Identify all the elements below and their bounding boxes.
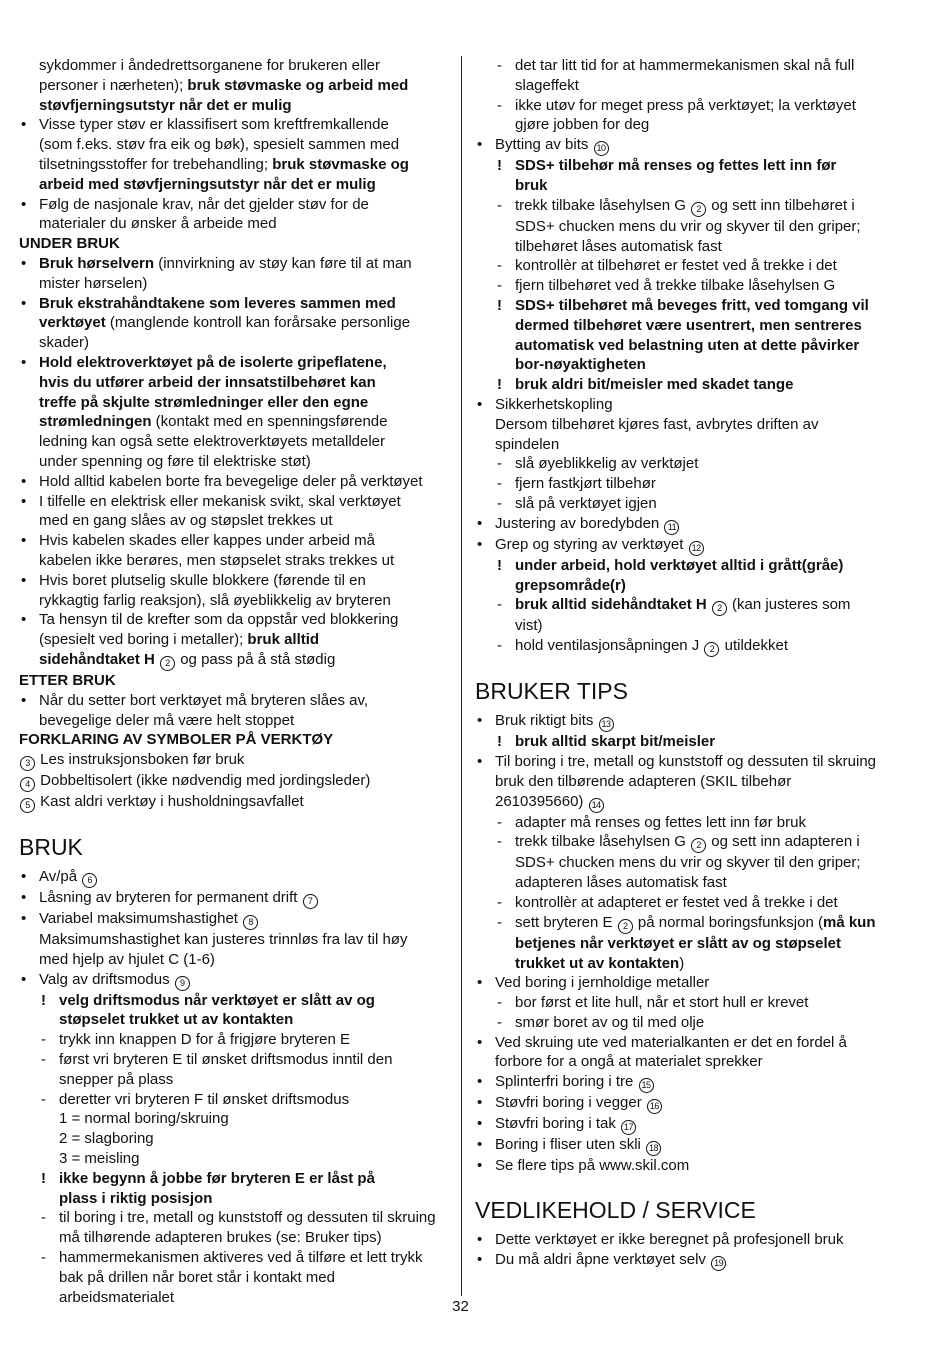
bullet-item: • Visse typer støv er klassifisert som kreftfremkallende [21,116,389,134]
indented-line: 2 = slagboring [59,1130,154,1148]
warning-item: ! velg driftsmodus når verktøyet er slått av og [41,991,375,1009]
bullet-item: • Bytting av bits 10 [475,135,915,156]
text-line: bruk den tilbørende adapteren (SKIL tilbehør [495,772,792,790]
indented-line: bor-nøyaktigheten [515,356,646,374]
dash-item: - ikke utøv for meget press på verktøyet; la verktøyet [497,96,856,114]
bullet-item [19,353,449,373]
bullet-item: • Valg av driftsmodus 9 [19,970,449,991]
dash-item: - trykk inn knappen D for å frigjøre bryteren E [41,1031,350,1049]
figure-reference-badge: 17 [621,1120,636,1135]
figure-reference-badge: 2 [691,202,706,217]
warning-item: ! under arbeid, hold verktøyet alltid i grått(gråe) [497,556,844,574]
section-heading: VEDLIKEHOLD / SERVICE [475,1197,756,1224]
bullet-item: • Hold alltid kabelen borte fra bevegelige deler på verktøyet [21,472,423,490]
warning-marker: ! [41,1169,46,1187]
bullet-marker: • [21,970,27,988]
indented-line: dermed tilbehøret være usentrert, men sentreres [515,316,862,334]
symbol-item: 4 Dobbeltisolert (ikke nødvendig med jordingsleder) [19,771,449,792]
text-line: kabelen ikke berøres, men støpselet straks trekkes ut [39,551,395,569]
figure-reference-badge: 4 [20,777,35,792]
indented-line: arbeidsmaterialet [59,1288,175,1306]
text-line: Maksimumshastighet kan justeres trinnløs fra lav til høy [39,931,408,949]
warning-marker: ! [497,376,502,394]
bold-text: Bruk ekstrahåndtakene som leveres sammen med [39,294,396,312]
bullet-item [19,294,449,314]
dash-marker: - [497,475,502,493]
bold-text: hvis du utfører arbeid der innsatstilbehøret kan [39,373,376,391]
bullet-marker: • [21,910,27,928]
dash-item: - sett bryteren E 2 på normal boringsfunksjon (må kun [475,913,915,934]
text-line: strømledningen (kontakt med en spenningsførende [39,413,388,431]
bullet-marker: • [477,1136,483,1154]
bold-text: støvfjerningsutstyr når det er mulig [39,96,292,114]
bullet-item: • Støvfri boring i vegger 16 [475,1093,915,1114]
bold-text: bruk alltid sidehåndtaket H [515,596,707,614]
bold-text: sidehåndtaket H [39,650,155,668]
dash-marker: - [497,596,502,614]
indented-line: 1 = normal boring/skruing [59,1110,229,1128]
bullet-marker: • [477,1157,483,1175]
bullet-marker: • [21,889,27,907]
bullet-marker: • [477,514,483,532]
text-line: rykkagtig farlig reaksjon), slå øyeblikkelig av bryteren [39,591,391,609]
warning-marker: ! [497,157,502,175]
figure-reference-badge: 11 [664,520,679,535]
indented-line: 3 = meisling [59,1150,140,1168]
text-line: forbore for a ongå at materialet sprekker [495,1053,763,1071]
text-line: mister hørselen) [39,274,148,292]
dash-marker: - [41,1051,46,1069]
text-line: verktøyet (manglende kontroll kan forårsake personlige [39,314,411,332]
bold-text: bruk alltid [247,631,320,649]
text-line: materialer du ønsker å arbeide med [39,215,277,233]
bullet-marker: • [477,1033,483,1051]
dash-item: - trekk tilbake låsehylsen G 2 og sett inn adapteren i [475,832,915,853]
bold-text: må kun [822,913,876,931]
bullet-item: • Følg de nasjonale krav, når det gjelder støv for de [21,195,369,213]
indented-line: må tilhørende adapteren brukes (se: Bruker tips) [59,1229,382,1247]
dash-item: - adapter må renses og fettes lett inn før bruk [497,813,806,831]
text-line [19,373,449,393]
bullet-marker: • [477,1094,483,1112]
indented-line: tilbehøret låses automatisk fast [515,237,722,255]
bold-text: bruk støvmaske og arbeid med [187,76,409,94]
warning-item: ! bruk alltid skarpt bit/meisler [497,733,716,751]
text-line: Dersom tilbehøret kjøres fast, avbrytes driften av [495,415,819,433]
bullet-item: • Til boring i tre, metall og kunststoff og dessuten til skruing [477,752,877,770]
dash-marker: - [497,893,502,911]
dash-item: - fjern fastkjørt tilbehør [497,475,656,493]
bullet-marker: • [477,974,483,992]
figure-reference-badge: 14 [589,798,604,813]
bullet-item: • Støvfri boring i tak 17 [475,1114,915,1135]
bullet-marker: • [477,1073,483,1091]
dash-marker: - [497,994,502,1012]
dash-item: - bor først et lite hull, når et stort hull er krevet [497,994,809,1012]
figure-reference-badge: 2 [691,838,706,853]
dash-item: - det tar litt tid for at hammermekanismen skal nå full [497,57,855,74]
symbol-item: 3 Les instruksjonsboken før bruk [19,750,449,771]
figure-reference-badge: 10 [594,141,609,156]
bullet-item: • Bruk hørselvern (innvirkning av støy kan føre til at man [21,254,412,272]
bold-text: bruk støvmaske og [272,155,409,173]
bullet-marker: • [21,532,27,550]
figure-reference-badge: 2 [712,601,727,616]
dash-marker: - [497,96,502,114]
figure-reference-badge: 3 [20,756,35,771]
warning-marker: ! [497,733,502,751]
warning-item: ! SDS+ tilbehøret må beveges fritt, ved tomgang vil [497,296,869,314]
bullet-marker: • [21,868,27,886]
bullet-item: • Av/på 6 [19,867,449,888]
text-line: sykdommer i åndedrettsorganene for brukeren eller [39,57,381,74]
bullet-item: • Se flere tips på www.skil.com [477,1157,690,1175]
indented-line: automatisk ved belastning uten at dette påvirker [515,336,860,354]
figure-reference-badge: 9 [175,976,190,991]
symbol-item: 5 Kast aldri verktøy i husholdningsavfallet [19,792,449,813]
bullet-marker: • [477,752,483,770]
text-line [19,175,449,195]
text-line: skader) [39,334,90,352]
dash-item: - hold ventilasjonsåpningen J 2 utildekket [475,636,915,657]
figure-reference-badge: 5 [20,798,35,813]
left-column [19,56,449,1307]
indented-line: trukket ut av kontakten) [515,954,685,972]
bold-text: verktøyet [39,314,106,332]
figure-reference-badge: 16 [647,1099,662,1114]
warning-marker: ! [41,991,46,1009]
dash-item: - bruk alltid sidehåndtaket H 2 (kan justeres som [475,595,915,616]
indented-line [475,934,915,954]
text-line: med en gang slåes av og støpslet trekkes ut [39,512,333,530]
bullet-marker: • [21,294,27,312]
subheading: UNDER BRUK [19,235,120,253]
figure-reference-badge: 2 [704,642,719,657]
indented-line: snepper på plass [59,1070,174,1088]
figure-reference-badge: 2 [160,656,175,671]
bullet-marker: • [477,1115,483,1133]
indented-line: bruk [515,176,548,194]
dash-marker: - [497,257,502,275]
figure-reference-badge: 8 [243,915,258,930]
bold-text: trukket ut av kontakten [515,954,680,972]
right-column [475,56,915,1271]
indented-line: SDS+ chucken mens du vrir og skyver til den griper; [515,854,861,872]
bullet-marker: • [21,116,27,134]
bold-text: treffe på skjulte strømledninger eller den egne [39,393,369,411]
dash-marker: - [497,637,502,655]
bullet-item: • Boring i fliser uten skli 18 [475,1135,915,1156]
bullet-marker: • [21,195,27,213]
figure-reference-badge: 6 [82,873,97,888]
dash-marker: - [497,196,502,214]
bullet-marker: • [21,691,27,709]
bullet-item: • Hvis boret plutselig skulle blokkere (førende til en [21,571,366,589]
text-line: ledning kan også sette elektroverktøyets metalldeler [39,433,386,451]
dash-item: - trekk tilbake låsehylsen G 2 og sett inn tilbehøret i [475,196,915,217]
text-line: (spesielt ved boring i metaller); bruk alltid [39,631,320,649]
bullet-marker: • [477,1250,483,1268]
bold-text: Bruk hørselvern [39,254,155,272]
bullet-marker: • [21,492,27,510]
dash-item: - smør boret av og til med olje [497,1013,705,1031]
bullet-item: • Splinterfri boring i tre 15 [475,1072,915,1093]
bullet-item: • Justering av boredybden 11 [475,514,915,535]
dash-item: - fjern tilbehøret ved å trekke tilbake låsehylsen G [497,277,836,295]
indented-line: støpselet trukket ut av kontakten [59,1011,294,1029]
warning-item: ! SDS+ tilbehør må renses og fettes lett inn før [497,157,837,175]
indented-line: gjøre jobben for deg [515,116,650,134]
dash-item: - hammermekanismen aktiveres ved å tilføre et lett trykk [41,1249,423,1267]
bullet-item: • Dette verktøyet er ikke beregnet på profesjonell bruk [477,1231,844,1249]
text-line: (som f.eks. støv fra eik og bøk), spesielt sammen med [39,136,400,154]
figure-reference-badge: 15 [639,1078,654,1093]
bullet-marker: • [477,136,483,154]
text-line [19,393,449,413]
dash-item: - først vri bryteren E til ønsket driftsmodus inntil den [41,1051,393,1069]
warning-item: ! ikke begynn å jobbe før bryteren E er låst på [41,1169,375,1187]
figure-reference-badge: 13 [599,717,614,732]
dash-marker: - [497,913,502,931]
bullet-item: • Grep og styring av verktøyet 12 [475,535,915,556]
indented-line: plass i riktig posisjon [59,1189,213,1207]
dash-marker: - [497,1013,502,1031]
subheading: ETTER BRUK [19,671,116,689]
text-line: tilsetningsstoffer for trebehandling; bruk støvmaske og [39,155,409,173]
text-line: under spenning og føre til elektriske støt) [39,452,311,470]
indented-line: vist) [515,617,543,635]
indented-line: SDS+ chucken mens du vrir og skyver til den griper; [515,217,861,235]
dash-marker: - [41,1031,46,1049]
text-line [19,96,449,116]
indented-line: grepsområde(r) [515,576,626,594]
bullet-item: • Når du setter bort verktøyet må bryteren slåes av, [21,691,369,709]
dash-item: - til boring i tre, metall og kunststoff og dessuten til skruing [41,1209,436,1227]
dash-item: - kontrollèr at tilbehøret er festet ved å trekke i det [497,257,837,275]
figure-reference-badge: 18 [646,1141,661,1156]
bullet-item: • Sikkerhetskopling [477,395,613,413]
indented-line: adapteren låses automatisk fast [515,874,727,892]
warning-item: ! bruk aldri bit/meisler med skadet tange [497,376,794,394]
bullet-marker: • [477,1231,483,1249]
section-heading: BRUK [19,834,83,861]
dash-marker: - [497,57,502,74]
figure-reference-badge: 2 [618,919,633,934]
text-line: 2610395660) 14 [475,792,915,813]
bold-text: strømledningen [39,413,152,431]
dash-item: - kontrollèr at adapteret er festet ved å trekke i det [497,893,838,911]
subheading: FORKLARING AV SYMBOLER PÅ VERKTØY [19,731,334,749]
text-line: bevegelige deler må være helt stoppet [39,711,295,729]
dash-marker: - [497,455,502,473]
dash-marker: - [497,277,502,295]
bullet-marker: • [477,395,483,413]
bullet-marker: • [21,254,27,272]
dash-marker: - [497,833,502,851]
column-divider [461,56,462,1296]
bullet-item: • Variabel maksimumshastighet 8 [19,909,449,930]
figure-reference-badge: 19 [711,1256,726,1271]
bullet-item: • Ta hensyn til de krefter som da oppstår ved blokkering [21,611,399,629]
bullet-item: • Ved skruing ute ved materialkanten er det en fordel å [477,1033,847,1051]
text-line: spindelen [495,435,560,453]
warning-marker: ! [497,296,502,314]
warning-marker: ! [497,556,502,574]
text-line: med hjelp av hjulet C (1-6) [39,950,215,968]
dash-marker: - [41,1249,46,1267]
indented-line: bak på drillen når boret står i kontakt med [59,1268,335,1286]
bullet-marker: • [477,535,483,553]
bullet-item: • Låsning av bryteren for permanent drift 7 [19,888,449,909]
bullet-item: • Bruk riktigt bits 13 [475,711,915,732]
dash-marker: - [497,813,502,831]
section-heading: BRUKER TIPS [475,678,628,705]
figure-reference-badge: 7 [303,894,318,909]
bold-text: arbeid med støvfjerningsutstyr når det er mulig [39,175,376,193]
bold-text: betjenes når verktøyet er slått av og støpselet [515,934,841,952]
dash-item: - slå øyeblikkelig av verktøjet [497,455,699,473]
bullet-marker: • [21,472,27,490]
bullet-marker: • [21,571,27,589]
figure-reference-badge: 12 [689,541,704,556]
text-line: sidehåndtaket H 2 og pass på å stå stødig [19,650,449,671]
indented-line: slageffekt [515,76,579,94]
bullet-item: • Du må aldri åpne verktøyet selv 19 [475,1250,915,1271]
bullet-marker: • [477,712,483,730]
bullet-item: • I tilfelle en elektrisk eller mekanisk svikt, skal verktøyet [21,492,401,510]
bullet-item: • Ved boring i jernholdige metaller [477,974,710,992]
dash-marker: - [497,494,502,512]
text-line: personer i nærheten); bruk støvmaske og arbeid med [39,76,409,94]
bullet-marker: • [21,353,27,371]
dash-item: - slå på verktøyet igjen [497,494,657,512]
page-number: 32 [452,1298,469,1315]
dash-marker: - [41,1090,46,1108]
bold-text: Hold elektroverktøyet på de isolerte gripeflatene, [39,353,387,371]
bullet-marker: • [21,611,27,629]
dash-marker: - [41,1209,46,1227]
dash-item: - deretter vri bryteren F til ønsket driftsmodus [41,1090,350,1108]
bullet-item: • Hvis kabelen skades eller kappes under arbeid må [21,532,376,550]
